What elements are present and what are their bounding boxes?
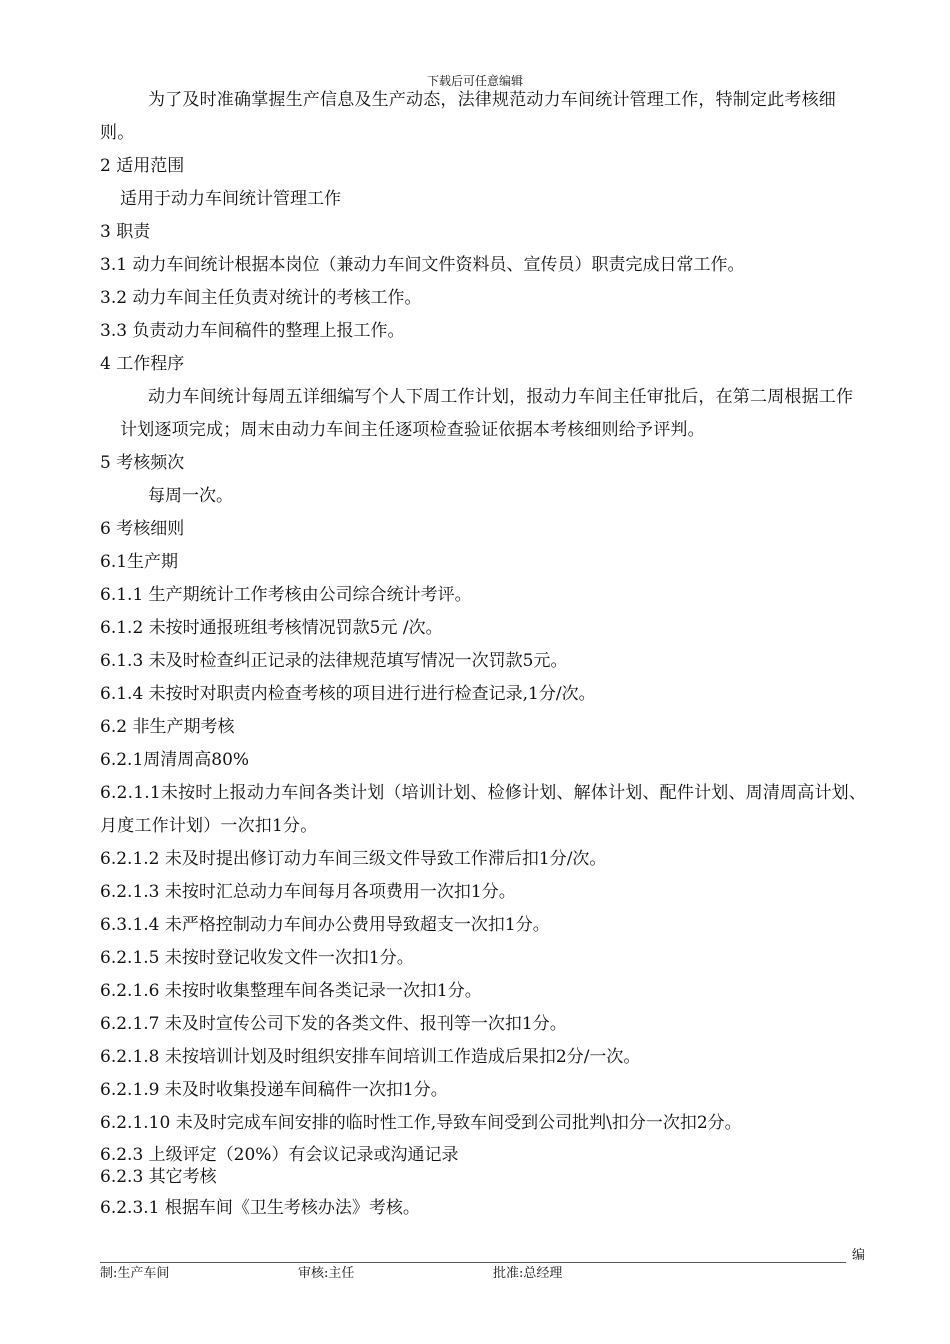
section-5-text: 每周一次。: [148, 486, 233, 506]
footer-edit-mark: 编: [852, 1248, 866, 1263]
section-4-title: 4 工作程序: [100, 354, 185, 374]
approved-by: 批准:总经理: [493, 1266, 563, 1281]
item-6-2-1-2: 6.2.1.2 未及时提出修订动力车间三级文件导致工作滞后扣1分/次。: [100, 849, 607, 869]
intro-paragraph: 为了及时准确掌握生产信息及生产动态，法律规范动力车间统计管理工作，特制定此考核细则。: [100, 90, 836, 143]
item-6-2-1-6: 6.2.1.6 未按时收集整理车间各类记录一次扣1分。: [100, 981, 482, 1001]
prepared-by: 制:生产车间: [100, 1266, 170, 1281]
item-6-2-1-10: 6.2.1.10 未及时完成车间安排的临时性工作,导致车间受到公司批判\扣分一次扣2分。: [100, 1113, 742, 1133]
item-6-2-1-1: 6.2.1.1未按时上报动力车间各类计划（培训计划、检修计划、解体计划、配件计划、周清周高计划、月度工作计划）一次扣1分。: [100, 783, 867, 836]
document-body: [100, 84, 870, 1225]
section-5-title: 5 考核频次: [100, 453, 185, 473]
item-6-2-3-review: 6.2.3 上级评定（20%）有会议记录或沟通记录: [100, 1145, 459, 1165]
item-6-2: 6.2 非生产期考核: [100, 717, 235, 737]
section-3-title: 3 职责: [100, 222, 151, 242]
item-6-2-1-5: 6.2.1.5 未按时登记收发文件一次扣1分。: [100, 948, 414, 968]
item-3-3: 3.3 负责动力车间稿件的整理上报工作。: [100, 321, 405, 341]
section-2-text: 适用于动力车间统计管理工作: [120, 189, 341, 209]
item-6-1-3: 6.1.3 未及时检查纠正记录的法律规范填写情况一次罚款5元。: [100, 651, 568, 671]
item-6-1: 6.1生产期: [100, 552, 179, 572]
item-6-2-1-3: 6.2.1.3 未按时汇总动力车间每月各项费用一次扣1分。: [100, 882, 516, 902]
footer-divider: [100, 1262, 846, 1263]
item-6-1-2: 6.1.2 未按时通报班组考核情况罚款5元 /次。: [100, 618, 443, 638]
section-2-title: 2 适用范围: [100, 156, 185, 176]
item-3-2: 3.2 动力车间主任负责对统计的考核工作。: [100, 288, 422, 308]
item-6-2-1-7: 6.2.1.7 未及时宣传公司下发的各类文件、报刊等一次扣1分。: [100, 1014, 567, 1034]
section-6-title: 6 考核细则: [100, 519, 185, 539]
item-3-1: 3.1 动力车间统计根据本岗位（兼动力车间文件资料员、宣传员）职责完成日常工作。: [100, 255, 745, 275]
item-6-2-1-8: 6.2.1.8 未按培训计划及时组织安排车间培训工作造成后果扣2分/一次。: [100, 1047, 641, 1067]
item-6-3-1-4: 6.3.1.4 未严格控制动力车间办公费用导致超支一次扣1分。: [100, 915, 550, 935]
header-note: 下载后可任意编辑: [426, 74, 523, 88]
section-4-text: 动力车间统计每周五详细编写个人下周工作计划，报动力车间主任审批后，在第二周根据工作计划逐项完成；周末由动力车间主任逐项检查验证依据本考核细则给予评判。: [120, 387, 854, 440]
item-6-2-1-9: 6.2.1.9 未及时收集投递车间稿件一次扣1分。: [100, 1080, 448, 1100]
item-6-2-1: 6.2.1周清周高80%: [100, 750, 250, 770]
item-6-1-1: 6.1.1 生产期统计工作考核由公司综合统计考评。: [100, 585, 472, 605]
item-6-2-3-other: 6.2.3 其它考核: [100, 1167, 217, 1187]
reviewed-by: 审核:主任: [298, 1266, 355, 1281]
item-6-2-3-1: 6.2.3.1 根据车间《卫生考核办法》考核。: [100, 1198, 420, 1218]
item-6-1-4: 6.1.4 未按时对职责内检查考核的项目进行进行检查记录,1分/次。: [100, 684, 596, 704]
